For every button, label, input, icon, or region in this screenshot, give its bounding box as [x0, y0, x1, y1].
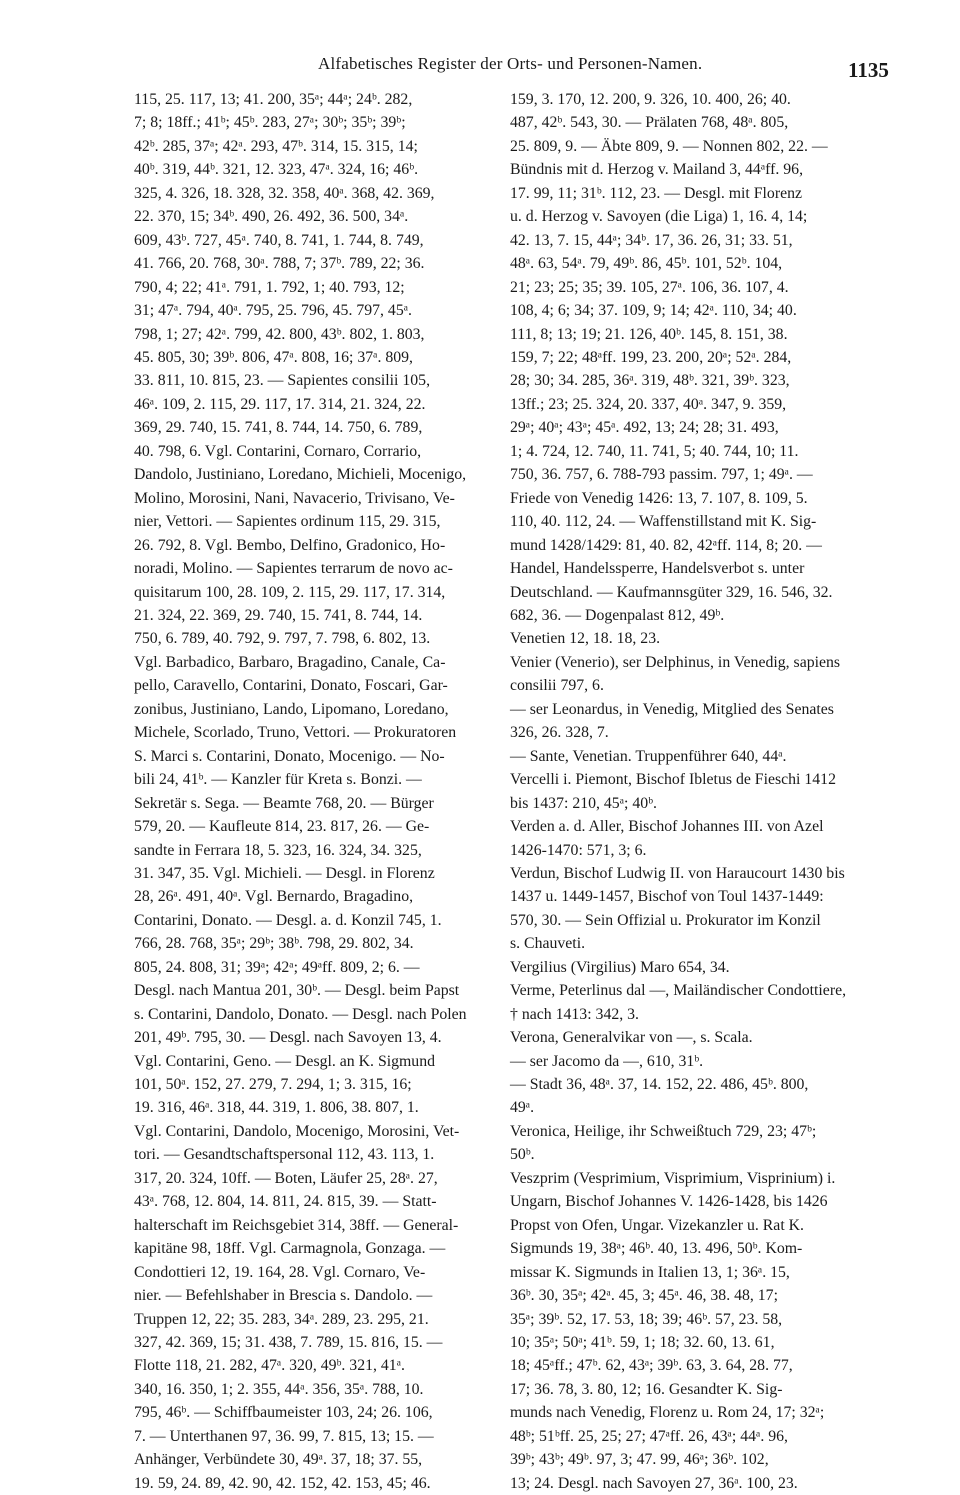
- text-line: nier, Vettori. — Sapientes ordinum 115, 29. 315,: [134, 513, 441, 531]
- text-line: 805, 24. 808, 31; 39ᵃ; 42ᵃ; 49ᵃff. 809, 2; 6. —: [134, 958, 420, 976]
- text-line: Deutschland. — Kaufmannsgüter 329, 16. 546, 32.: [510, 583, 833, 601]
- text-line: 48ᵃ. 63, 54ᵃ. 79, 49ᵇ. 86, 45ᵇ. 101, 52ᵇ. 104,: [510, 255, 783, 273]
- text-line: Desgl. nach Mantua 201, 30ᵇ. — Desgl. beim Papst: [134, 982, 460, 1000]
- text-line: 10; 35ᵃ; 50ᵃ; 41ᵇ. 59, 1; 18; 32. 60, 13. 61,: [510, 1334, 775, 1352]
- text-line: 42ᵇ. 285, 37ᵃ; 42ᵃ. 293, 47ᵇ. 314, 15. 315, 14;: [134, 137, 418, 155]
- text-line: 1426-1470: 571, 3; 6.: [510, 841, 647, 859]
- text-line: Anhänger, Verbündete 30, 49ᵃ. 37, 18; 37. 55,: [134, 1451, 423, 1469]
- text-line: 31; 47ᵃ. 794, 40ᵃ. 795, 25. 796, 45. 797, 45ᵃ.: [134, 302, 412, 320]
- text-line: 13ff.; 23; 25. 324, 20. 337, 40ᵃ. 347, 9. 359,: [510, 395, 787, 413]
- text-line: Ungarn, Bischof Johannes V. 1426-1428, bis 1426: [510, 1193, 828, 1211]
- text-line: 40ᵇ. 319, 44ᵇ. 321, 12. 323, 47ᵃ. 324, 16; 46ᵇ.: [134, 161, 419, 179]
- text-line: Verdun, Bischof Ludwig II. von Haraucourt 1430 bis: [510, 864, 845, 882]
- text-line: 40. 798, 6. Vgl. Contarini, Cornaro, Corrario,: [134, 442, 422, 460]
- text-line: 570, 30. — Sein Offizial u. Prokurator im Konzil: [510, 911, 821, 929]
- text-line: 17; 36. 78, 3. 80, 12; 16. Gesandter K. Sig-: [510, 1380, 783, 1398]
- text-line: Vgl. Contarini, Dandolo, Mocenigo, Morosini, Vet-: [134, 1122, 460, 1140]
- text-line: s. Contarini, Dandolo, Donato. — Desgl. nach Polen: [134, 1005, 467, 1023]
- text-line: 19. 316, 46ᵃ. 318, 44. 319, 1. 806, 38. 807, 1.: [134, 1099, 419, 1117]
- text-line: 108, 4; 6; 34; 37. 109, 9; 14; 42ᵃ. 110, 34; 40.: [510, 302, 797, 320]
- text-line: 29ᵃ; 40ᵃ; 43ᵃ; 45ᵃ. 492, 13; 24; 28; 31. 493,: [510, 419, 779, 437]
- text-line: Vercelli i. Piemont, Bischof Ibletus de Fieschi 1412: [510, 771, 836, 789]
- text-line: 369, 29. 740, 15. 741, 8. 744, 14. 750, 6. 789,: [134, 419, 423, 437]
- right-column: [510, 88, 890, 1495]
- text-line: 28, 26ᵃ. 491, 40ᵃ. Vgl. Bernardo, Bragadino,: [134, 888, 414, 906]
- text-line: 340, 16. 350, 1; 2. 355, 44ᵃ. 356, 35ᵃ. 788, 10.: [134, 1380, 424, 1398]
- text-line: — Sante, Venetian. Truppenführer 640, 44ᵃ.: [510, 747, 787, 765]
- text-line: Propst von Ofen, Ungar. Vizekanzler u. Rat K.: [510, 1216, 805, 1234]
- text-line: 13; 24. Desgl. nach Savoyen 27, 36ᵃ. 100, 23.: [510, 1474, 798, 1492]
- text-line: 7. — Unterthanen 97, 36. 99, 7. 815, 13; 15. —: [134, 1427, 434, 1445]
- text-line: Flotte 118, 21. 282, 47ᵃ. 320, 49ᵇ. 321, 41ᵃ.: [134, 1357, 405, 1375]
- text-line: 798, 1; 27; 42ᵃ. 799, 42. 800, 43ᵇ. 802, 1. 803,: [134, 325, 425, 343]
- text-line: Friede von Venedig 1426: 13, 7. 107, 8. 109, 5.: [510, 489, 808, 507]
- text-line: 682, 36. — Dogenpalast 812, 49ᵇ.: [510, 606, 725, 624]
- text-line: 579, 20. — Kaufleute 814, 23. 817, 26. — Ge-: [134, 818, 430, 836]
- left-column: [134, 88, 494, 1495]
- text-line: Venier (Venerio), ser Delphinus, in Venedig, sapiens: [510, 653, 841, 671]
- text-line: 48ᵇ; 51ᵇff. 25, 25; 27; 47ᵃff. 26, 43ᵃ; 44ᵃ. 96,: [510, 1427, 788, 1445]
- text-line: 111, 8; 13; 19; 21. 126, 40ᵇ. 145, 8. 151, 38.: [510, 325, 788, 343]
- text-line: Dandolo, Justiniano, Loredano, Michieli, Mocenigo,: [134, 466, 467, 484]
- text-line: 795, 46ᵇ. — Schiffbaumeister 103, 24; 26. 106,: [134, 1404, 433, 1422]
- text-line: quisitarum 100, 28. 109, 2. 115, 29. 117, 17. 314,: [134, 583, 446, 601]
- text-line: 42. 13, 7. 15, 44ᵃ; 34ᵇ. 17, 36. 26, 31; 33. 51,: [510, 231, 793, 249]
- text-line: 317, 20. 324, 10ff. — Boten, Läufer 25, 28ᵃ. 27,: [134, 1169, 438, 1187]
- text-line: Verme, Peterlinus dal —, Mailändischer Condottiere,: [510, 982, 847, 1000]
- text-line: Michele, Scorlado, Truno, Vettori. — Prokuratoren: [134, 724, 457, 742]
- text-line: Veszprim (Vesprimium, Visprimium, Visprinium) i.: [510, 1169, 836, 1187]
- text-line: 110, 40. 112, 24. — Waffenstillstand mit K. Sig-: [510, 513, 817, 531]
- text-line: Vgl. Barbadico, Barbaro, Bragadino, Canale, Ca-: [134, 653, 446, 671]
- page-header: [0, 50, 960, 80]
- text-line: 101, 50ᵃ. 152, 27. 279, 7. 294, 1; 3. 315, 16;: [134, 1076, 412, 1094]
- text-line: 35ᵃ; 39ᵇ. 52, 17. 53, 18; 39; 46ᵇ. 57, 23. 58,: [510, 1310, 783, 1328]
- text-line: 17. 99, 11; 31ᵇ. 112, 23. — Desgl. mit Florenz: [510, 184, 802, 202]
- text-line: — Stadt 36, 48ᵃ. 37, 14. 152, 22. 486, 45ᵇ. 800,: [510, 1076, 809, 1094]
- text-line: halterschaft im Reichsgebiet 314, 38ff. — General-: [134, 1216, 459, 1234]
- text-line: † nach 1413: 342, 3.: [510, 1005, 639, 1023]
- text-line: 21. 324, 22. 369, 29. 740, 15. 741, 8. 744, 14.: [134, 606, 423, 624]
- text-line: S. Marci s. Contarini, Donato, Mocenigo. — No-: [134, 747, 445, 765]
- text-line: 36ᵇ. 30, 35ᵃ; 42ᵃ. 45, 3; 45ᵃ. 46, 38. 48, 17;: [510, 1287, 778, 1305]
- text-line: 766, 28. 768, 35ᵃ; 29ᵇ; 38ᵇ. 798, 29. 802, 34.: [134, 935, 414, 953]
- text-line: 487, 42ᵇ. 543, 30. — Prälaten 768, 48ᵃ. 805,: [510, 114, 789, 132]
- text-line: 26. 792, 8. Vgl. Bembo, Delfino, Gradonico, Ho-: [134, 536, 446, 554]
- text-line: s. Chauveti.: [510, 935, 586, 953]
- text-line: Handel, Handelssperre, Handelsverbot s. unter: [510, 560, 805, 578]
- text-line: nier. — Befehlshaber in Brescia s. Dandolo. —: [134, 1287, 433, 1305]
- text-line: missar K. Sigmunds in Italien 13, 1; 36ᵃ. 15,: [510, 1263, 790, 1281]
- text-line: 33. 811, 10. 815, 23. — Sapientes consilii 105,: [134, 372, 431, 390]
- text-line: 750, 36. 757, 6. 788-793 passim. 797, 1; 49ᵃ. —: [510, 466, 813, 484]
- text-line: 115, 25. 117, 13; 41. 200, 35ᵃ; 44ᵃ; 24ᵇ. 282,: [134, 91, 413, 108]
- text-line: 201, 49ᵇ. 795, 30. — Desgl. nach Savoyen 13, 4.: [134, 1029, 442, 1047]
- text-line: Molino, Morosini, Nani, Navacerio, Trivisano, Ve-: [134, 489, 455, 507]
- text-line: 609, 43ᵇ. 727, 45ᵃ. 740, 8. 741, 1. 744, 8. 749,: [134, 231, 424, 249]
- text-line: Contarini, Donato. — Desgl. a. d. Konzil 745, 1.: [134, 911, 442, 929]
- text-line: 45. 805, 30; 39ᵇ. 806, 47ᵃ. 808, 16; 37ᵃ. 809,: [134, 348, 414, 366]
- text-line: 49ᵃ.: [510, 1099, 535, 1117]
- text-line: Truppen 12, 22; 35. 283, 34ᵃ. 289, 23. 295, 21.: [134, 1310, 429, 1328]
- text-line: 1; 4. 724, 12. 740, 11. 741, 5; 40. 744, 10; 11.: [510, 442, 799, 460]
- text-line: 750, 6. 789, 40. 792, 9. 797, 7. 798, 6. 802, 13.: [134, 630, 431, 648]
- text-line: 39ᵇ; 43ᵇ; 49ᵇ. 97, 3; 47. 99, 46ᵃ; 36ᵇ. 102,: [510, 1451, 769, 1469]
- text-line: bis 1437: 210, 45ᵃ; 40ᵇ.: [510, 794, 658, 812]
- text-line: Condottieri 12, 19. 164, 28. Vgl. Cornaro, Ve-: [134, 1263, 426, 1281]
- text-line: 7; 8; 18ff.; 41ᵇ; 45ᵇ. 283, 27ᵃ; 30ᵇ; 35ᵇ; 39ᵇ;: [134, 114, 406, 132]
- text-line: 22. 370, 15; 34ᵇ. 490, 26. 492, 36. 500, 34ᵃ.: [134, 208, 409, 226]
- text-line: 1437 u. 1449-1457, Bischof von Toul 1437-1449:: [510, 888, 824, 906]
- text-line: Vergilius (Virgilius) Maro 654, 34.: [510, 958, 730, 976]
- text-line: Sigmunds 19, 38ᵃ; 46ᵇ. 40, 13. 496, 50ᵇ. Kom-: [510, 1240, 803, 1258]
- text-line: Venetien 12, 18. 18, 23.: [510, 630, 661, 648]
- text-line: noradi, Molino. — Sapientes terrarum de novo ac-: [134, 560, 453, 578]
- text-line: consilii 797, 6.: [510, 677, 604, 695]
- text-line: — ser Jacomo da —, 610, 31ᵇ.: [510, 1052, 704, 1070]
- text-line: — ser Leonardus, in Venedig, Mitglied des Senates: [510, 700, 834, 718]
- text-line: 325, 4. 326, 18. 328, 32. 358, 40ᵃ. 368, 42. 369,: [134, 184, 435, 202]
- text-line: Verden a. d. Aller, Bischof Johannes III. von Azel: [510, 818, 824, 836]
- text-line: mund 1428/1429: 81, 40. 82, 42ᵃff. 114, 8; 20. —: [510, 536, 822, 554]
- text-line: 25. 809, 9. — Äbte 809, 9. — Nonnen 802, 22. —: [510, 137, 828, 155]
- text-line: 326, 26. 328, 7.: [510, 724, 609, 742]
- text-line: 159, 7; 22; 48ᵃff. 199, 23. 200, 20ᵃ; 52ᵃ. 284,: [510, 348, 792, 366]
- text-line: 41. 766, 20. 768, 30ᵃ. 788, 7; 37ᵇ. 789, 22; 36.: [134, 255, 425, 273]
- running-title: Alfabetisches Register der Orts- und Personen-Namen.: [318, 54, 703, 73]
- text-line: Bündnis mit d. Herzog v. Mailand 3, 44ᵃff. 96,: [510, 161, 804, 179]
- text-line: Verona, Generalvikar von —, s. Scala.: [510, 1029, 753, 1047]
- text-line: Veronica, Heilige, ihr Schweißtuch 729, 23; 47ᵇ;: [510, 1122, 817, 1140]
- text-line: 327, 42. 369, 15; 31. 438, 7. 789, 15. 816, 15. —: [134, 1334, 443, 1352]
- text-line: Vgl. Contarini, Geno. — Desgl. an K. Sigmund: [134, 1052, 435, 1070]
- text-line: pello, Caravello, Contarini, Donato, Foscari, Gar-: [134, 677, 448, 695]
- text-line: 28; 30; 34. 285, 36ᵃ. 319, 48ᵇ. 321, 39ᵇ. 323,: [510, 372, 790, 390]
- text-line: zonibus, Justiniano, Lando, Lipomano, Loredano,: [134, 700, 449, 718]
- text-line: u. d. Herzog v. Savoyen (die Liga) 1, 16. 4, 14;: [510, 208, 808, 226]
- text-line: 18; 45ᵃff.; 47ᵇ. 62, 43ᵃ; 39ᵇ. 63, 3. 64, 28. 77,: [510, 1357, 793, 1375]
- text-line: 19. 59, 24. 89, 42. 90, 42. 152, 42. 153, 45; 46.: [134, 1474, 431, 1492]
- text-line: munds nach Venedig, Florenz u. Rom 24, 17; 32ᵃ;: [510, 1404, 825, 1422]
- page-number: 1135: [848, 58, 889, 82]
- text-line: 21; 23; 25; 35; 39. 105, 27ᵃ. 106, 36. 107, 4.: [510, 278, 789, 296]
- text-line: 43ᵃ. 768, 12. 804, 14. 811, 24. 815, 39. — Statt-: [134, 1193, 437, 1211]
- text-line: bili 24, 41ᵇ. — Kanzler für Kreta s. Bonzi. —: [134, 771, 422, 789]
- text-line: 46ᵃ. 109, 2. 115, 29. 117, 17. 314, 21. 324, 22.: [134, 395, 426, 413]
- text-line: 159, 3. 170, 12. 200, 9. 326, 10. 400, 26; 40.: [510, 91, 791, 108]
- text-line: tori. — Gesandtschaftspersonal 112, 43. 113, 1.: [134, 1146, 435, 1164]
- text-line: 31. 347, 35. Vgl. Michieli. — Desgl. in Florenz: [134, 864, 435, 882]
- text-line: 50ᵇ.: [510, 1146, 535, 1164]
- text-line: Sekretär s. Sega. — Beamte 768, 20. — Bürger: [134, 794, 434, 812]
- text-line: 790, 4; 22; 41ᵃ. 791, 1. 792, 1; 40. 793, 12;: [134, 278, 405, 296]
- text-line: kapitäne 98, 18ff. Vgl. Carmagnola, Gonzaga. —: [134, 1240, 446, 1258]
- text-line: sandte in Ferrara 18, 5. 323, 16. 324, 34. 325,: [134, 841, 422, 859]
